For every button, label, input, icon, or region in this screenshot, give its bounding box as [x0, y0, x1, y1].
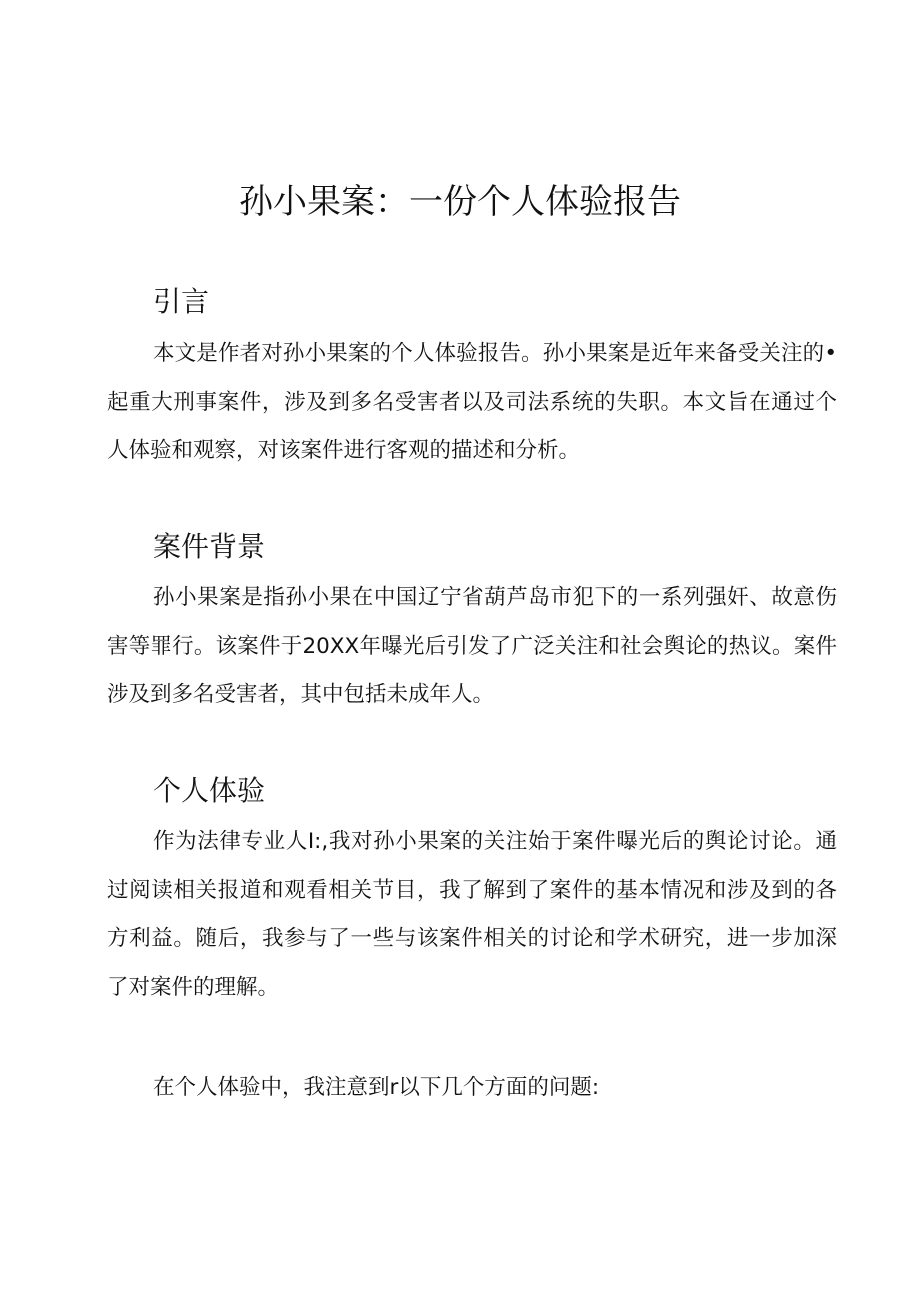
section-paragraph-introduction: 本文是作者对孙小果案的个人体验报告。孙小果案是近年来备受关注的•起重大刑事案件，涉及到多名受害者以及司法系统的失职。本文旨在通过个人体验和观察，对该案件进行客观的描述和分析。	[107, 341, 837, 463]
section-heading-personal-experience: 个人体验	[153, 774, 266, 807]
section-heading-introduction: 引言	[153, 285, 210, 318]
section-paragraph-personal-experience: 作为法律专业人I:,我对孙小果案的关注始于案件曝光后的舆论讨论。通过阅读相关报道和观看相关节目，我了解到了案件的基本情况和涉及到的各方利益。随后，我参与了一些与该案件相关的讨论和学术研究，进一步加深了对案件的理解。	[107, 829, 837, 1000]
section-paragraph-issues-intro: 在个人体验中，我注意到r以下几个方面的问题:	[153, 1075, 600, 1100]
section-paragraph-case-background: 孙小果案是指孙小果在中国辽宁省葫芦岛市犯下的一系列强奸、故意伤害等罪行。该案件于20XX年曝光后引发了广泛关注和社会舆论的热议。案件涉及到多名受害者，其中包括未成年人。	[107, 585, 837, 707]
section-heading-case-background: 案件背景	[153, 530, 266, 563]
document-title: 孙小果案：一份个人体验报告	[239, 182, 681, 222]
